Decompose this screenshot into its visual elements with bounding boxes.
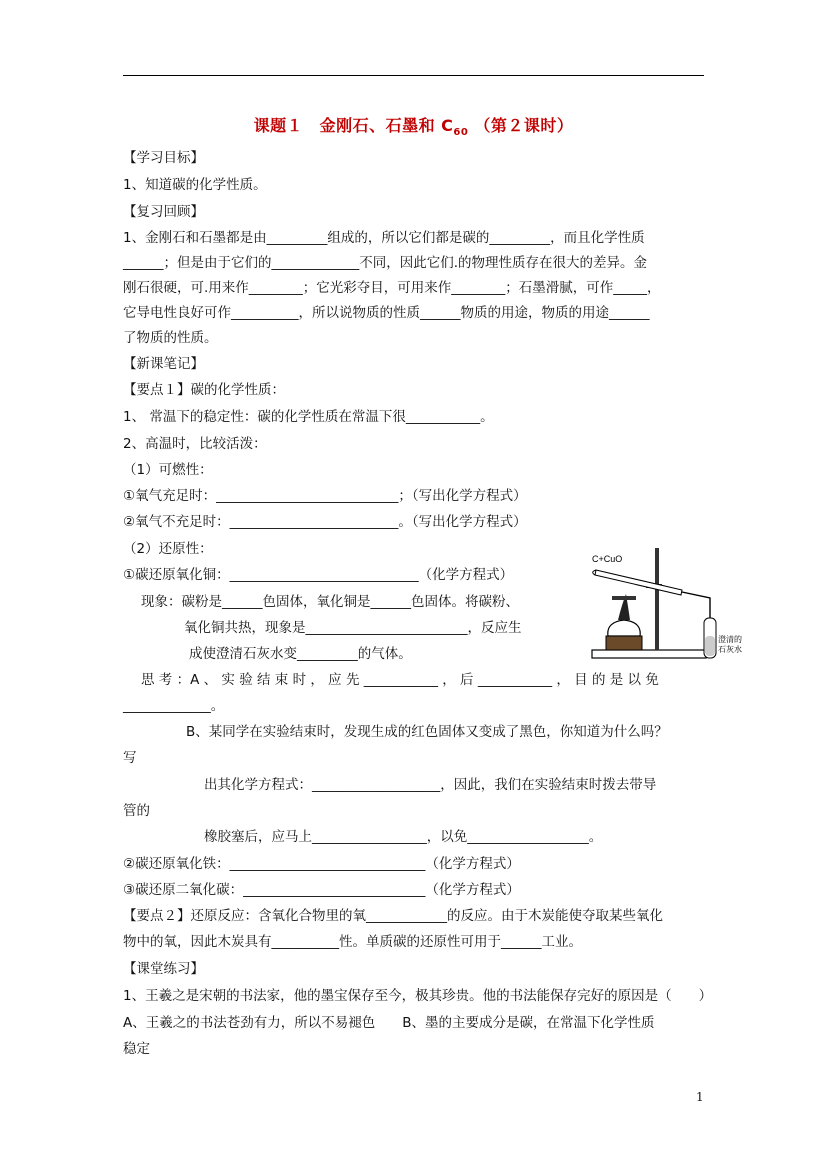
- think-b-line: B、某同学在实验结束时，发现生成的红色固体又变成了黑色，你知道为什么吗？: [186, 724, 668, 740]
- review-line: 刚石很硬，可.用来作________；它光彩夺目，可用来作________；石墨滑腻，可作_____，: [123, 280, 661, 296]
- phenomenon-line: 现象：碳粉是______色固体，氧化铜是______色固体。将碳粉、: [141, 594, 519, 610]
- review-line: 它导电性良好可作__________，所以说物质的性质______物质的用途，物质的用途______: [123, 305, 650, 321]
- reactivity-line: 2、高温时，比较活泼：: [123, 436, 267, 452]
- reducing-heading: （2）还原性：: [123, 541, 213, 557]
- point2-line: 物中的氧，因此木炭具有__________性。单质碳的还原性可用于______工业。: [123, 934, 582, 950]
- point2-line: 【要点２】还原反应：含氧化合物里的氧____________的反应。由于木炭能使夺取某些氧化: [123, 908, 663, 924]
- notes-header: 【新课笔记】: [123, 356, 204, 372]
- apparatus-figure: [586, 546, 742, 664]
- oxygen-full-line: ①氧气充足时：___________________________；（写出化学方程式）: [123, 488, 527, 504]
- think-a-line: 思 考 ：A 、 实 验 结 束 时 ， 应 先 ___________ ， 后 ___________ ， 目 的 是 以 免: [141, 672, 659, 688]
- cuo-line: ①碳还原氧化铜：____________________________（化学方程式）: [123, 567, 514, 583]
- review-header: 【复习回顾】: [123, 204, 204, 220]
- apparatus-label-limewater: 石灰水: [718, 645, 742, 654]
- think-b-line: 出其化学方程式：___________________，因此，我们在实验结束时拨去带导: [204, 777, 657, 793]
- think-b-line: 写: [123, 750, 137, 766]
- phenomenon-line: 氧化铜共热，现象是________________________，反应生: [184, 620, 522, 636]
- think-b-line: 橡胶塞后，应马上_________________，以免__________________。: [204, 829, 603, 845]
- review-line: 1、金刚石和石墨都是由_________组成的，所以它们都是碳的_________，而且化学性质: [123, 230, 645, 246]
- page-number: 1: [696, 1090, 704, 1104]
- point1-heading: 【要点１】碳的化学性质：: [123, 382, 285, 398]
- question-1-option: A、王羲之的书法苍劲有力，所以不易褪色 B、墨的主要成分是碳，在常温下化学性质: [123, 1015, 655, 1031]
- apparatus-label-limewater: 澄清的: [718, 635, 742, 644]
- co2-line: ③碳还原二氧化碳：___________________________（化学方程式）: [123, 882, 520, 898]
- think-b-line: 管的: [123, 803, 150, 819]
- combustion-heading: （1）可燃性：: [123, 462, 213, 478]
- apparatus-label-reactants: C+CuO: [592, 554, 623, 564]
- header-rule: [123, 75, 704, 76]
- practice-header: 【课堂练习】: [123, 961, 204, 977]
- objective-header: 【学习目标】: [123, 150, 204, 166]
- stability-line: 1、 常温下的稳定性：碳的化学性质在常温下很___________。: [123, 409, 494, 425]
- review-line: ______；但是由于它们的_____________不同，因此它们.的物理性质存在很大的差异。金: [123, 255, 648, 271]
- question-1-option: 稳定: [123, 1041, 150, 1057]
- page-title: 课题１ 金刚石、石墨和 $C_{60}$ （第２课时）: [253, 116, 574, 139]
- question-1: 1、王羲之是宋朝的书法家，他的墨宝保存至今，极其珍贵。他的书法能保存完好的原因是（ ）: [123, 988, 713, 1004]
- objective-item: 1、知道碳的化学性质。: [123, 177, 267, 193]
- oxygen-short-line: ②氧气不充足时：_________________________。（写出化学方程式）: [123, 514, 527, 530]
- think-a-line: _____________。: [123, 698, 225, 714]
- phenomenon-line: 成使澄清石灰水变_________的气体。: [189, 646, 412, 662]
- fe-line: ②碳还原氧化铁：_____________________________（化学方程式）: [123, 856, 520, 872]
- review-line: 了物质的性质。: [123, 330, 218, 346]
